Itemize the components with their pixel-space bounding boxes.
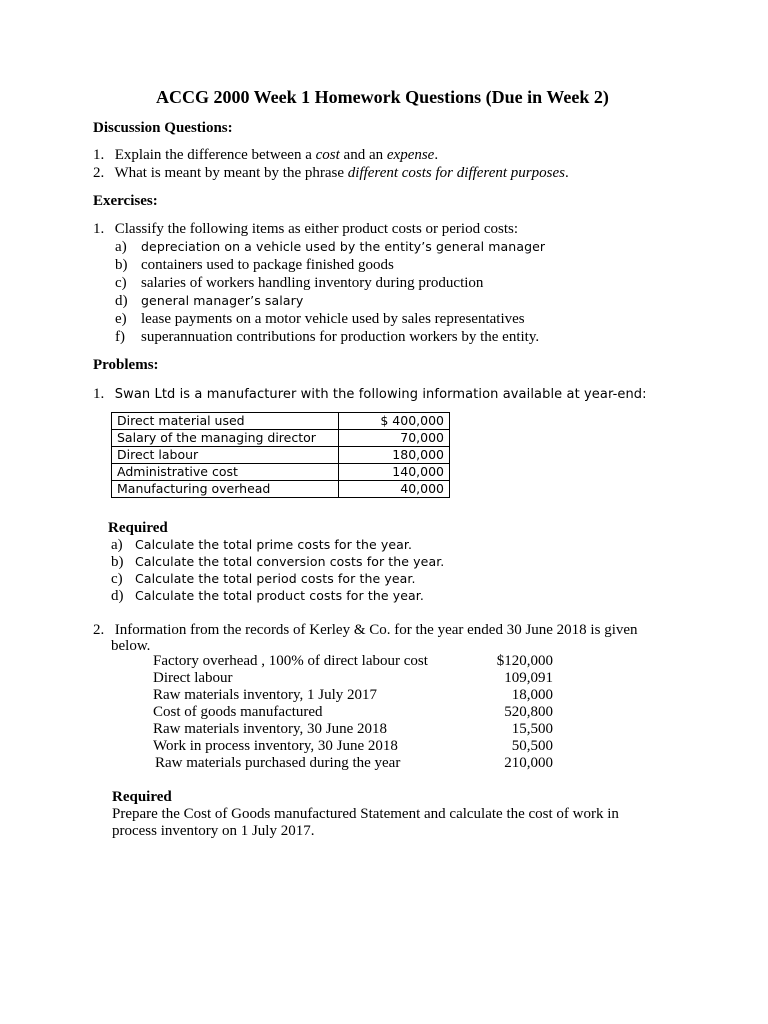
- question-number: 2.: [93, 165, 105, 181]
- exercises-heading: Exercises:: [93, 193, 158, 209]
- item-text: salaries of workers handling inventory during production: [141, 275, 484, 291]
- question-text: .: [434, 147, 439, 163]
- question-number: 2.: [93, 622, 105, 638]
- item-value: 15,500: [511, 721, 553, 737]
- item-text: superannuation contributions for production workers by the entity.: [141, 329, 540, 345]
- table-cell-value: $ 400,000: [339, 413, 450, 430]
- table-cell-label: Direct labour: [112, 447, 339, 464]
- question-text: Information from the records of Kerley & Co. for the year ended 30 June 2018 is given: [114, 622, 638, 638]
- exercise-item: [115, 328, 539, 346]
- table-row: [112, 413, 450, 430]
- item-letter: a): [111, 537, 123, 553]
- term-expense: expense: [386, 147, 435, 163]
- question-text: What is meant by meant by the phrase: [114, 165, 348, 181]
- list-item: [153, 653, 553, 670]
- item-letter: c): [115, 275, 127, 291]
- item-value: 50,500: [511, 738, 553, 754]
- item-label: Raw materials inventory, 1 July 2017: [153, 687, 377, 703]
- item-letter: a): [115, 239, 127, 255]
- item-text: general manager’s salary: [141, 293, 304, 308]
- table-cell-value: 40,000: [339, 481, 450, 498]
- item-text: Calculate the total period costs for the year.: [135, 571, 416, 586]
- table-cell-value: 70,000: [339, 430, 450, 447]
- discussion-heading: Discussion Questions:: [93, 120, 233, 136]
- required-label: Required: [112, 789, 172, 805]
- exercise-item: [115, 274, 483, 292]
- list-item: [153, 738, 553, 755]
- question-text: Explain the difference between a: [114, 147, 316, 163]
- table-row: [112, 447, 450, 464]
- discussion-question-2: [93, 164, 569, 182]
- required-item: [111, 570, 416, 588]
- question-text: and an: [339, 147, 387, 163]
- item-value: 109,091: [504, 670, 553, 686]
- table-row: [112, 464, 450, 481]
- item-label: Work in process inventory, 30 June 2018: [153, 738, 398, 754]
- exercise-item: [115, 238, 545, 256]
- table-row: [112, 481, 450, 498]
- kerley-data-list: [153, 653, 553, 772]
- item-value: 18,000: [511, 687, 553, 703]
- item-text: Calculate the total conversion costs for the year.: [135, 554, 445, 569]
- list-item: [153, 721, 553, 738]
- item-letter: d): [115, 293, 128, 309]
- item-letter: c): [111, 571, 123, 587]
- term-cost: cost: [315, 147, 340, 163]
- list-item: [153, 687, 553, 704]
- item-text: Calculate the total prime costs for the year.: [135, 537, 413, 552]
- item-label: Direct labour: [153, 670, 233, 686]
- question-text: Classify the following items as either product costs or period costs:: [114, 221, 519, 237]
- item-text: lease payments on a motor vehicle used by sales representatives: [141, 311, 525, 327]
- table-cell-label: Manufacturing overhead: [112, 481, 339, 498]
- item-label: Cost of goods manufactured: [153, 704, 323, 720]
- required-item: [111, 587, 424, 605]
- item-label: Raw materials inventory, 30 June 2018: [153, 721, 387, 737]
- page-title: ACCG 2000 Week 1 Homework Questions (Due in Week 2): [156, 87, 609, 107]
- question-text: Swan Ltd is a manufacturer with the following information available at year-end:: [114, 387, 647, 402]
- table-cell-value: 180,000: [339, 447, 450, 464]
- problem-2-intro-cont: below.: [111, 638, 151, 654]
- exercise-item: [115, 256, 394, 274]
- question-number: 1.: [93, 386, 105, 402]
- item-value: $120,000: [496, 653, 553, 669]
- required-item: [111, 553, 444, 571]
- item-text: Calculate the total product costs for the year.: [135, 588, 424, 603]
- table-row: [112, 430, 450, 447]
- problem-2-intro: [93, 621, 638, 639]
- item-letter: e): [115, 311, 127, 327]
- table-cell-label: Administrative cost: [112, 464, 339, 481]
- item-letter: b): [115, 257, 128, 273]
- problems-heading: Problems:: [93, 357, 159, 373]
- required-text: process inventory on 1 July 2017.: [112, 823, 315, 839]
- term-phrase: different costs for different purposes: [347, 165, 565, 181]
- item-text: depreciation on a vehicle used by the entity’s general manager: [141, 239, 546, 254]
- swan-cost-table: [111, 412, 450, 498]
- list-item: [153, 670, 553, 687]
- item-letter: b): [111, 554, 124, 570]
- list-item: [153, 755, 553, 772]
- exercise-item: [115, 292, 303, 310]
- exercise-item: [115, 310, 525, 328]
- item-value: 210,000: [504, 755, 553, 771]
- discussion-question-1: [93, 146, 438, 164]
- required-item: [111, 536, 412, 554]
- item-letter: f): [115, 329, 125, 345]
- item-value: 520,800: [504, 704, 553, 720]
- item-letter: d): [111, 588, 124, 604]
- problem-1-intro: [93, 385, 647, 404]
- table-cell-label: Direct material used: [112, 413, 339, 430]
- required-label: Required: [108, 520, 168, 536]
- item-text: containers used to package finished goods: [141, 257, 394, 273]
- list-item: [153, 704, 553, 721]
- exercise-question-1: [93, 220, 518, 238]
- question-number: 1.: [93, 147, 105, 163]
- question-text: .: [564, 165, 569, 181]
- question-number: 1.: [93, 221, 105, 237]
- item-label: Raw materials purchased during the year: [155, 755, 401, 771]
- required-text: Prepare the Cost of Goods manufactured Statement and calculate the cost of work in: [112, 806, 619, 822]
- table-cell-value: 140,000: [339, 464, 450, 481]
- table-cell-label: Salary of the managing director: [112, 430, 339, 447]
- item-label: Factory overhead , 100% of direct labour cost: [153, 653, 428, 669]
